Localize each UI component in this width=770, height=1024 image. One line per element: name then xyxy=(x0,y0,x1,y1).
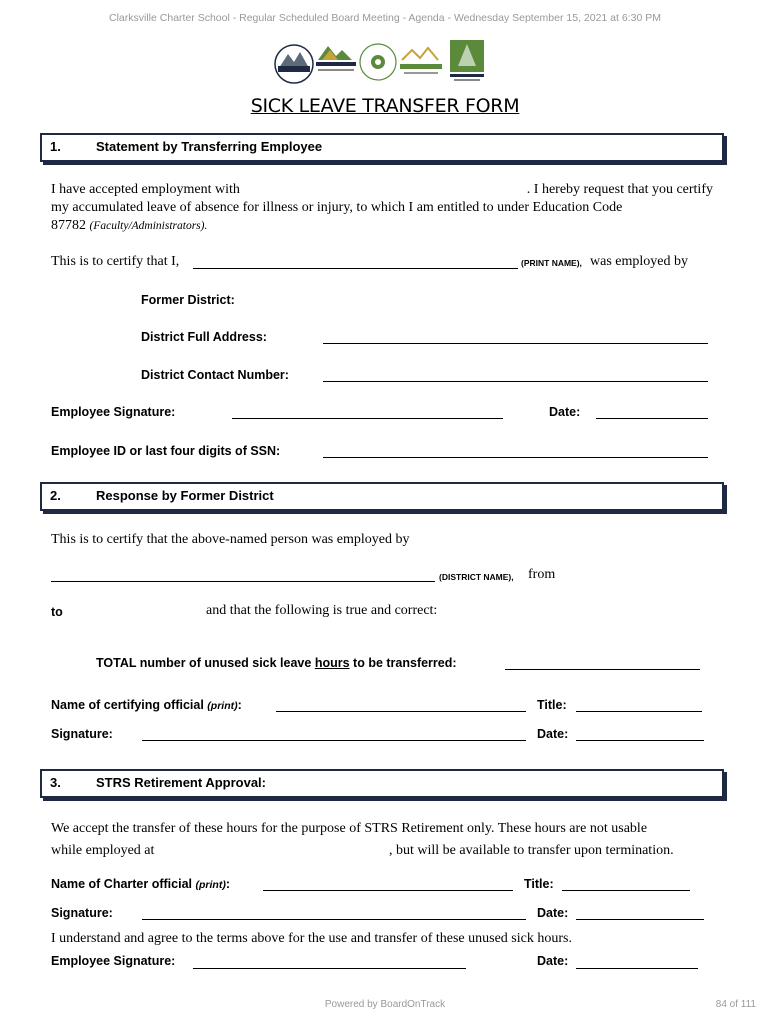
section-number: 1. xyxy=(50,139,61,154)
education-code: 87782 xyxy=(51,218,86,233)
date-line[interactable] xyxy=(596,418,708,419)
certify-employed-text: This is to certify that the above-named person was employed by xyxy=(51,532,410,547)
employee-signature-label: Employee Signature: xyxy=(51,954,176,968)
feather-river-logo xyxy=(400,48,442,74)
total-hours-label: TOTAL number of unused sick leave hours to be transferred: xyxy=(96,656,457,670)
district-address-label: District Full Address: xyxy=(141,330,267,344)
clarksville-logo xyxy=(316,46,356,71)
strs-paragraph: We accept the transfer of these hours for the purpose of STRS Retirement only. These hours are not usable xyxy=(51,821,648,836)
para-text: I have accepted employment with xyxy=(51,182,240,197)
signature-line[interactable] xyxy=(142,919,526,920)
print-name-line[interactable] xyxy=(193,268,518,269)
date-line[interactable] xyxy=(576,740,704,741)
page-number: 84 of 111 xyxy=(715,999,756,1010)
title-label: Title: xyxy=(524,877,554,891)
section-3-header xyxy=(40,769,724,798)
print-name-label: (PRINT NAME), xyxy=(521,258,582,268)
title-line[interactable] xyxy=(576,711,702,712)
title-line[interactable] xyxy=(562,890,690,891)
signature-label: Signature: xyxy=(51,906,113,920)
para-text: . I hereby request that you certify xyxy=(526,182,713,197)
date-line[interactable] xyxy=(576,968,698,969)
section-number: 2. xyxy=(50,488,61,503)
circle-seal-logo xyxy=(360,44,396,80)
section-1-header xyxy=(40,133,724,162)
logos-graphic xyxy=(272,38,487,86)
former-district-label: Former District: xyxy=(141,293,235,307)
section1-paragraph xyxy=(51,182,713,236)
page-header: Clarksville Charter School - Regular Scheduled Board Meeting - Agenda - Wednesday September 15, 2021 at 6:30 PM xyxy=(109,12,661,24)
school-logos xyxy=(272,38,487,86)
charter-official-line[interactable] xyxy=(263,890,513,891)
form-title: SICK LEAVE TRANSFER FORM xyxy=(250,95,520,117)
employee-signature-label: Employee Signature: xyxy=(51,405,176,419)
employee-id-line[interactable] xyxy=(323,457,708,458)
to-label: to xyxy=(51,605,63,619)
tree-logo xyxy=(450,40,484,81)
hours-emphasis: hours xyxy=(314,656,350,670)
certifying-official-label: Name of certifying official (print): xyxy=(51,698,242,712)
title-label: Title: xyxy=(537,698,567,712)
date-label: Date: xyxy=(537,954,569,968)
date-label: Date: xyxy=(549,405,581,419)
understand-text: I understand and agree to the terms above for the use and transfer of these unused sick hours. xyxy=(51,931,572,946)
true-correct-text: and that the following is true and correct: xyxy=(206,603,438,618)
district-name-label: (DISTRICT NAME), xyxy=(439,572,514,582)
employee-signature-line[interactable] xyxy=(232,418,503,419)
certify-text: This is to certify that I, xyxy=(51,254,180,269)
from-text: from xyxy=(528,567,556,582)
section-heading: Response by Former District xyxy=(96,488,274,503)
total-hours-line[interactable] xyxy=(505,669,700,670)
available-text: , but will be available to transfer upon termination. xyxy=(389,843,674,858)
date-label: Date: xyxy=(537,727,569,741)
section-heading: Statement by Transferring Employee xyxy=(96,139,323,154)
signature-label: Signature: xyxy=(51,727,113,741)
date-label: Date: xyxy=(537,906,569,920)
district-contact-line[interactable] xyxy=(323,381,708,382)
section-heading: STRS Retirement Approval: xyxy=(96,775,266,790)
section-number: 3. xyxy=(50,775,61,790)
section-2-header xyxy=(40,482,724,511)
employed-by-text: was employed by xyxy=(590,254,688,269)
signature-line[interactable] xyxy=(142,740,526,741)
para-note: (Faculty/Administrators). xyxy=(89,220,208,232)
employed-at-text: while employed at xyxy=(51,843,155,858)
powered-by: Powered by BoardOnTrack xyxy=(324,999,446,1010)
date-line[interactable] xyxy=(576,919,704,920)
charter-official-label: Name of Charter official (print): xyxy=(51,877,230,891)
certifying-official-line[interactable] xyxy=(276,711,526,712)
employee-id-label: Employee ID or last four digits of SSN: xyxy=(51,444,281,458)
district-name-line[interactable] xyxy=(51,581,435,582)
district-address-line[interactable] xyxy=(323,343,708,344)
employee-signature-line[interactable] xyxy=(193,968,466,969)
district-contact-label: District Contact Number: xyxy=(141,368,289,382)
para-text: my accumulated leave of absence for illness or injury, to which I am entitled to under Education Code xyxy=(51,200,623,215)
mountain-seal-logo xyxy=(275,45,313,83)
